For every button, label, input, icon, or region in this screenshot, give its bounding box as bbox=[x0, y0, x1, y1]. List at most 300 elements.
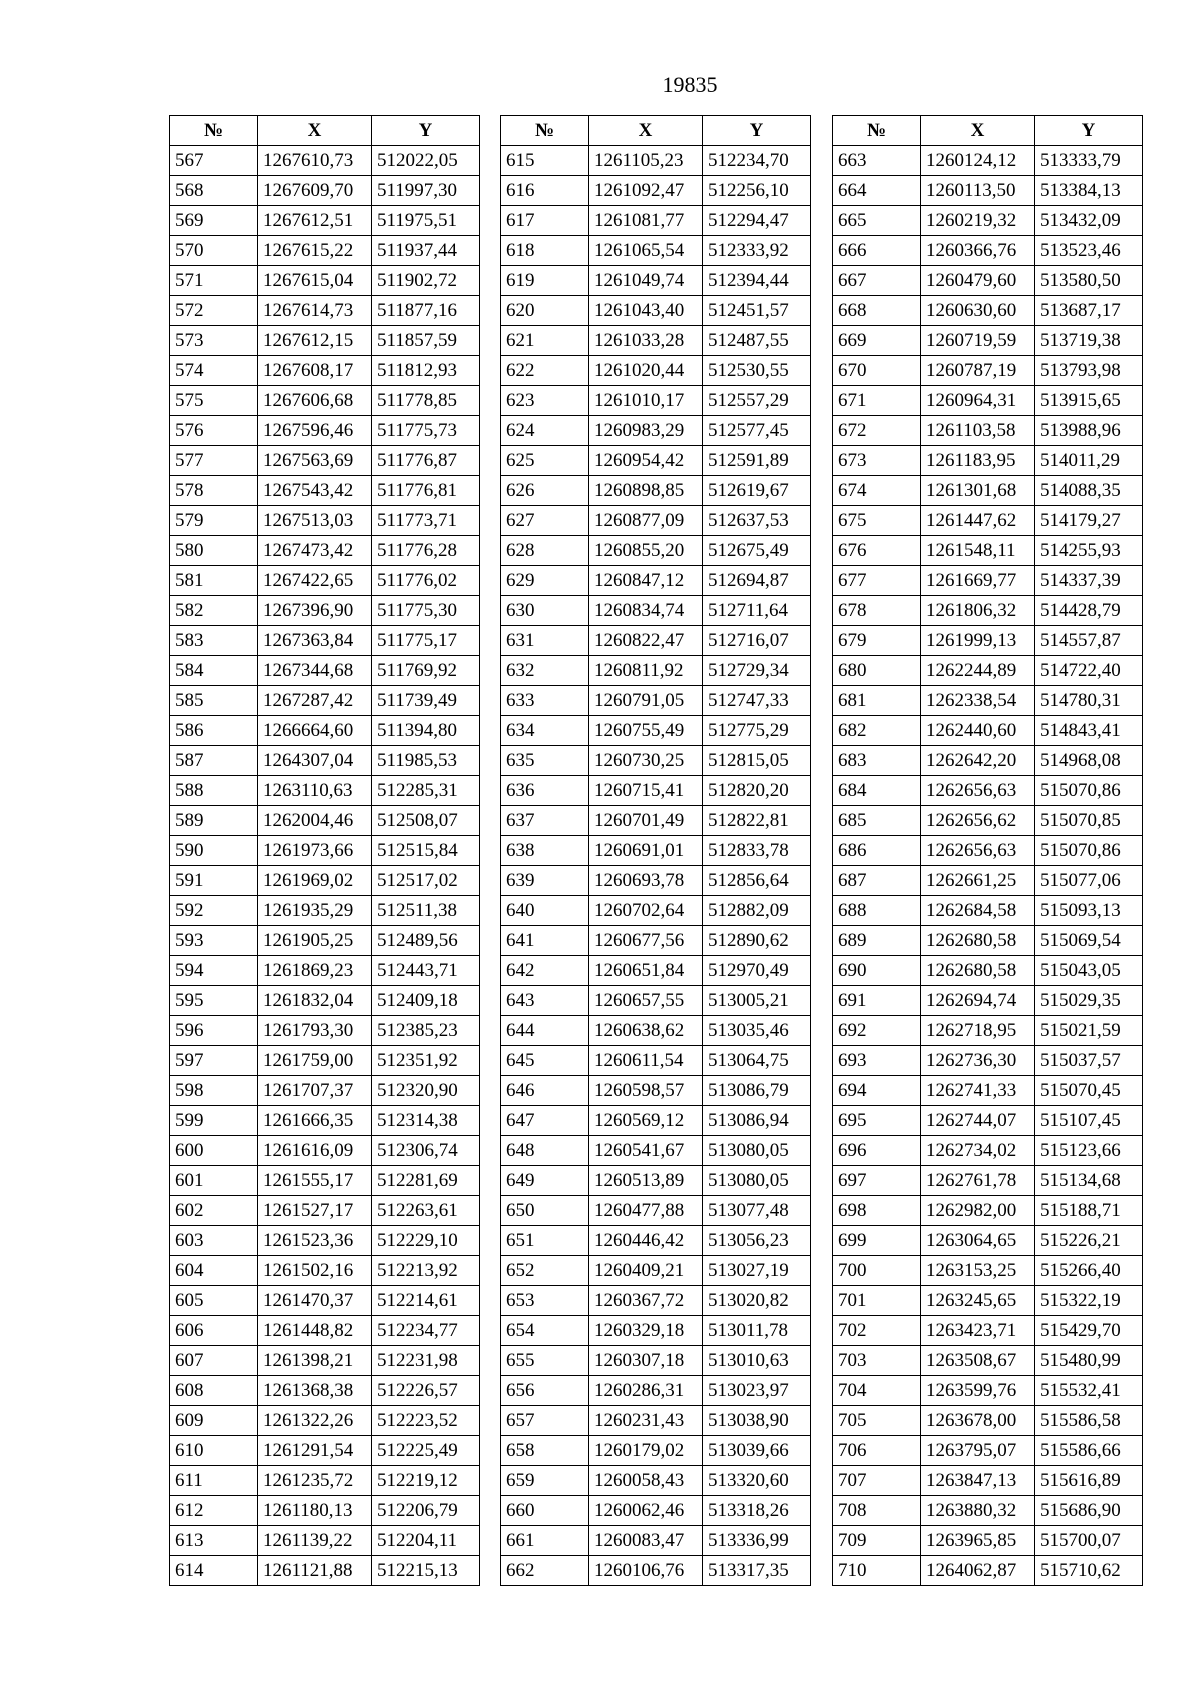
coordinates-table-2 bbox=[500, 115, 811, 1586]
cell-number: 663 bbox=[833, 146, 921, 176]
cell-number: 642 bbox=[501, 956, 589, 986]
cell-x: 1261103,58 bbox=[921, 416, 1035, 446]
cell-x: 1261759,00 bbox=[258, 1046, 372, 1076]
table-row bbox=[501, 536, 811, 566]
cell-y: 512451,57 bbox=[703, 296, 811, 326]
cell-x: 1261291,54 bbox=[258, 1436, 372, 1466]
table-row bbox=[170, 1256, 480, 1286]
table-row bbox=[501, 806, 811, 836]
cell-y: 512619,67 bbox=[703, 476, 811, 506]
cell-y: 514843,41 bbox=[1035, 716, 1143, 746]
cell-y: 512820,20 bbox=[703, 776, 811, 806]
cell-number: 695 bbox=[833, 1106, 921, 1136]
cell-y: 512320,90 bbox=[372, 1076, 480, 1106]
cell-y: 515616,89 bbox=[1035, 1466, 1143, 1496]
cell-y: 515093,13 bbox=[1035, 896, 1143, 926]
cell-number: 672 bbox=[833, 416, 921, 446]
cell-y: 512229,10 bbox=[372, 1226, 480, 1256]
cell-x: 1263678,00 bbox=[921, 1406, 1035, 1436]
cell-y: 512226,57 bbox=[372, 1376, 480, 1406]
cell-y: 512314,38 bbox=[372, 1106, 480, 1136]
cell-y: 512890,62 bbox=[703, 926, 811, 956]
cell-y: 512394,44 bbox=[703, 266, 811, 296]
table-row bbox=[833, 1106, 1143, 1136]
cell-number: 583 bbox=[170, 626, 258, 656]
cell-x: 1262642,20 bbox=[921, 746, 1035, 776]
cell-y: 511775,17 bbox=[372, 626, 480, 656]
cell-number: 643 bbox=[501, 986, 589, 1016]
cell-y: 515700,07 bbox=[1035, 1526, 1143, 1556]
cell-number: 705 bbox=[833, 1406, 921, 1436]
cell-number: 702 bbox=[833, 1316, 921, 1346]
cell-number: 639 bbox=[501, 866, 589, 896]
table-row bbox=[170, 896, 480, 926]
cell-number: 659 bbox=[501, 1466, 589, 1496]
table-row bbox=[833, 1016, 1143, 1046]
cell-number: 640 bbox=[501, 896, 589, 926]
header-x: X bbox=[921, 116, 1035, 146]
cell-x: 1261448,82 bbox=[258, 1316, 372, 1346]
cell-y: 513023,97 bbox=[703, 1376, 811, 1406]
cell-y: 512517,02 bbox=[372, 866, 480, 896]
cell-x: 1262656,63 bbox=[921, 776, 1035, 806]
cell-number: 652 bbox=[501, 1256, 589, 1286]
cell-x: 1262744,07 bbox=[921, 1106, 1035, 1136]
cell-y: 511776,28 bbox=[372, 536, 480, 566]
cell-y: 513080,05 bbox=[703, 1166, 811, 1196]
cell-y: 512223,52 bbox=[372, 1406, 480, 1436]
cell-x: 1267610,73 bbox=[258, 146, 372, 176]
cell-number: 626 bbox=[501, 476, 589, 506]
cell-y: 511773,71 bbox=[372, 506, 480, 536]
table-row bbox=[833, 1256, 1143, 1286]
cell-number: 707 bbox=[833, 1466, 921, 1496]
cell-number: 698 bbox=[833, 1196, 921, 1226]
table-row bbox=[501, 176, 811, 206]
cell-x: 1260701,49 bbox=[589, 806, 703, 836]
header-y: Y bbox=[703, 116, 811, 146]
cell-x: 1260855,20 bbox=[589, 536, 703, 566]
cell-number: 686 bbox=[833, 836, 921, 866]
cell-y: 512215,13 bbox=[372, 1556, 480, 1586]
cell-number: 595 bbox=[170, 986, 258, 1016]
coordinates-table-1 bbox=[169, 115, 480, 1586]
table-row bbox=[501, 326, 811, 356]
cell-x: 1261707,37 bbox=[258, 1076, 372, 1106]
cell-number: 625 bbox=[501, 446, 589, 476]
cell-number: 586 bbox=[170, 716, 258, 746]
table-row bbox=[833, 986, 1143, 1016]
cell-number: 650 bbox=[501, 1196, 589, 1226]
cell-x: 1260691,01 bbox=[589, 836, 703, 866]
cell-number: 703 bbox=[833, 1346, 921, 1376]
cell-y: 512204,11 bbox=[372, 1526, 480, 1556]
cell-number: 620 bbox=[501, 296, 589, 326]
table-row bbox=[833, 716, 1143, 746]
table-row bbox=[833, 1466, 1143, 1496]
cell-y: 515429,70 bbox=[1035, 1316, 1143, 1346]
cell-number: 697 bbox=[833, 1166, 921, 1196]
cell-x: 1261092,47 bbox=[589, 176, 703, 206]
table-row bbox=[170, 1286, 480, 1316]
table-row bbox=[833, 566, 1143, 596]
cell-x: 1260541,67 bbox=[589, 1136, 703, 1166]
cell-number: 590 bbox=[170, 836, 258, 866]
table-row bbox=[833, 596, 1143, 626]
table-row bbox=[501, 506, 811, 536]
cell-y: 513011,78 bbox=[703, 1316, 811, 1346]
cell-y: 511812,93 bbox=[372, 356, 480, 386]
table-row bbox=[833, 866, 1143, 896]
cell-number: 606 bbox=[170, 1316, 258, 1346]
table-row bbox=[170, 296, 480, 326]
cell-x: 1260611,54 bbox=[589, 1046, 703, 1076]
table-row bbox=[833, 1496, 1143, 1526]
cell-y: 512256,10 bbox=[703, 176, 811, 206]
cell-x: 1261523,36 bbox=[258, 1226, 372, 1256]
cell-y: 513064,75 bbox=[703, 1046, 811, 1076]
cell-number: 676 bbox=[833, 536, 921, 566]
table-row bbox=[170, 1316, 480, 1346]
cell-number: 578 bbox=[170, 476, 258, 506]
cell-x: 1260219,32 bbox=[921, 206, 1035, 236]
coordinates-table-3 bbox=[832, 115, 1143, 1586]
cell-y: 515021,59 bbox=[1035, 1016, 1143, 1046]
cell-number: 615 bbox=[501, 146, 589, 176]
cell-x: 1267563,69 bbox=[258, 446, 372, 476]
cell-y: 515107,45 bbox=[1035, 1106, 1143, 1136]
cell-x: 1261669,77 bbox=[921, 566, 1035, 596]
cell-number: 613 bbox=[170, 1526, 258, 1556]
cell-y: 514968,08 bbox=[1035, 746, 1143, 776]
table-row bbox=[833, 1526, 1143, 1556]
cell-x: 1262656,62 bbox=[921, 806, 1035, 836]
cell-x: 1260598,57 bbox=[589, 1076, 703, 1106]
cell-number: 636 bbox=[501, 776, 589, 806]
cell-y: 515480,99 bbox=[1035, 1346, 1143, 1376]
cell-y: 515134,68 bbox=[1035, 1166, 1143, 1196]
cell-x: 1261121,88 bbox=[258, 1556, 372, 1586]
cell-x: 1263064,65 bbox=[921, 1226, 1035, 1256]
cell-number: 623 bbox=[501, 386, 589, 416]
cell-x: 1262736,30 bbox=[921, 1046, 1035, 1076]
cell-number: 576 bbox=[170, 416, 258, 446]
cell-y: 512489,56 bbox=[372, 926, 480, 956]
cell-x: 1260409,21 bbox=[589, 1256, 703, 1286]
table-row bbox=[170, 776, 480, 806]
table-row bbox=[501, 926, 811, 956]
cell-number: 654 bbox=[501, 1316, 589, 1346]
cell-number: 608 bbox=[170, 1376, 258, 1406]
table-row bbox=[501, 356, 811, 386]
cell-number: 699 bbox=[833, 1226, 921, 1256]
cell-y: 515069,54 bbox=[1035, 926, 1143, 956]
cell-y: 515043,05 bbox=[1035, 956, 1143, 986]
cell-x: 1262004,46 bbox=[258, 806, 372, 836]
cell-number: 671 bbox=[833, 386, 921, 416]
cell-y: 512333,92 bbox=[703, 236, 811, 266]
table-row bbox=[833, 956, 1143, 986]
cell-number: 574 bbox=[170, 356, 258, 386]
cell-y: 514011,29 bbox=[1035, 446, 1143, 476]
table-row bbox=[501, 1226, 811, 1256]
cell-x: 1263599,76 bbox=[921, 1376, 1035, 1406]
cell-number: 569 bbox=[170, 206, 258, 236]
table-row bbox=[501, 1496, 811, 1526]
cell-x: 1261555,17 bbox=[258, 1166, 372, 1196]
cell-y: 512219,12 bbox=[372, 1466, 480, 1496]
cell-number: 571 bbox=[170, 266, 258, 296]
cell-y: 512716,07 bbox=[703, 626, 811, 656]
cell-number: 688 bbox=[833, 896, 921, 926]
table-row bbox=[833, 206, 1143, 236]
cell-x: 1260964,31 bbox=[921, 386, 1035, 416]
cell-x: 1267287,42 bbox=[258, 686, 372, 716]
cell-number: 632 bbox=[501, 656, 589, 686]
cell-y: 514722,40 bbox=[1035, 656, 1143, 686]
cell-y: 513333,79 bbox=[1035, 146, 1143, 176]
cell-number: 666 bbox=[833, 236, 921, 266]
cell-number: 647 bbox=[501, 1106, 589, 1136]
cell-y: 515532,41 bbox=[1035, 1376, 1143, 1406]
cell-x: 1261969,02 bbox=[258, 866, 372, 896]
cell-y: 512557,29 bbox=[703, 386, 811, 416]
table-row bbox=[170, 1526, 480, 1556]
cell-number: 630 bbox=[501, 596, 589, 626]
cell-x: 1261139,22 bbox=[258, 1526, 372, 1556]
cell-number: 584 bbox=[170, 656, 258, 686]
cell-x: 1260791,05 bbox=[589, 686, 703, 716]
table-row bbox=[170, 146, 480, 176]
cell-x: 1260124,12 bbox=[921, 146, 1035, 176]
cell-y: 513318,26 bbox=[703, 1496, 811, 1526]
cell-number: 696 bbox=[833, 1136, 921, 1166]
cell-number: 646 bbox=[501, 1076, 589, 1106]
table-row bbox=[170, 1226, 480, 1256]
cell-y: 512409,18 bbox=[372, 986, 480, 1016]
cell-y: 512443,71 bbox=[372, 956, 480, 986]
cell-y: 513086,79 bbox=[703, 1076, 811, 1106]
cell-x: 1263245,65 bbox=[921, 1286, 1035, 1316]
cell-number: 709 bbox=[833, 1526, 921, 1556]
table-row bbox=[501, 836, 811, 866]
table-row bbox=[170, 626, 480, 656]
table-row bbox=[833, 446, 1143, 476]
table-row bbox=[170, 1436, 480, 1466]
cell-number: 598 bbox=[170, 1076, 258, 1106]
cell-x: 1261548,11 bbox=[921, 536, 1035, 566]
table-row bbox=[501, 1166, 811, 1196]
cell-y: 513035,46 bbox=[703, 1016, 811, 1046]
table-row bbox=[170, 716, 480, 746]
cell-x: 1262338,54 bbox=[921, 686, 1035, 716]
cell-x: 1262684,58 bbox=[921, 896, 1035, 926]
cell-number: 673 bbox=[833, 446, 921, 476]
table-row bbox=[501, 1106, 811, 1136]
cell-x: 1261049,74 bbox=[589, 266, 703, 296]
cell-y: 512385,23 bbox=[372, 1016, 480, 1046]
table-row bbox=[170, 926, 480, 956]
cell-number: 591 bbox=[170, 866, 258, 896]
cell-x: 1261869,23 bbox=[258, 956, 372, 986]
cell-y: 511975,51 bbox=[372, 206, 480, 236]
table-row bbox=[501, 1256, 811, 1286]
cell-x: 1267612,15 bbox=[258, 326, 372, 356]
cell-x: 1261973,66 bbox=[258, 836, 372, 866]
cell-number: 567 bbox=[170, 146, 258, 176]
cell-x: 1267513,03 bbox=[258, 506, 372, 536]
cell-x: 1263880,32 bbox=[921, 1496, 1035, 1526]
header-x: X bbox=[589, 116, 703, 146]
cell-number: 670 bbox=[833, 356, 921, 386]
cell-x: 1261527,17 bbox=[258, 1196, 372, 1226]
cell-x: 1261666,35 bbox=[258, 1106, 372, 1136]
cell-number: 581 bbox=[170, 566, 258, 596]
cell-y: 512214,61 bbox=[372, 1286, 480, 1316]
cell-x: 1261368,38 bbox=[258, 1376, 372, 1406]
cell-y: 512815,05 bbox=[703, 746, 811, 776]
table-row bbox=[833, 776, 1143, 806]
cell-y: 513027,19 bbox=[703, 1256, 811, 1286]
cell-x: 1260755,49 bbox=[589, 716, 703, 746]
cell-x: 1262718,95 bbox=[921, 1016, 1035, 1046]
cell-y: 513039,66 bbox=[703, 1436, 811, 1466]
cell-x: 1260058,43 bbox=[589, 1466, 703, 1496]
cell-number: 597 bbox=[170, 1046, 258, 1076]
cell-x: 1261905,25 bbox=[258, 926, 372, 956]
cell-x: 1262734,02 bbox=[921, 1136, 1035, 1166]
table-row bbox=[170, 1406, 480, 1436]
cell-number: 637 bbox=[501, 806, 589, 836]
table-row bbox=[501, 206, 811, 236]
cell-number: 617 bbox=[501, 206, 589, 236]
table-row bbox=[833, 1196, 1143, 1226]
header-y: Y bbox=[1035, 116, 1143, 146]
cell-y: 512822,81 bbox=[703, 806, 811, 836]
cell-x: 1260062,46 bbox=[589, 1496, 703, 1526]
cell-number: 628 bbox=[501, 536, 589, 566]
table-row bbox=[170, 416, 480, 446]
table-row bbox=[170, 566, 480, 596]
cell-y: 515710,62 bbox=[1035, 1556, 1143, 1586]
cell-number: 644 bbox=[501, 1016, 589, 1046]
cell-y: 511937,44 bbox=[372, 236, 480, 266]
cell-y: 511985,53 bbox=[372, 746, 480, 776]
cell-x: 1263423,71 bbox=[921, 1316, 1035, 1346]
cell-number: 667 bbox=[833, 266, 921, 296]
cell-y: 512487,55 bbox=[703, 326, 811, 356]
cell-x: 1260898,85 bbox=[589, 476, 703, 506]
cell-x: 1260569,12 bbox=[589, 1106, 703, 1136]
cell-y: 513056,23 bbox=[703, 1226, 811, 1256]
cell-number: 693 bbox=[833, 1046, 921, 1076]
table-row bbox=[501, 296, 811, 326]
table-row bbox=[833, 626, 1143, 656]
table-row bbox=[170, 536, 480, 566]
cell-x: 1260811,92 bbox=[589, 656, 703, 686]
cell-x: 1262440,60 bbox=[921, 716, 1035, 746]
table-row bbox=[501, 476, 811, 506]
table-row bbox=[170, 1466, 480, 1496]
cell-x: 1261832,04 bbox=[258, 986, 372, 1016]
cell-number: 604 bbox=[170, 1256, 258, 1286]
cell-number: 585 bbox=[170, 686, 258, 716]
table-row bbox=[170, 1046, 480, 1076]
cell-x: 1263795,07 bbox=[921, 1436, 1035, 1466]
cell-y: 515037,57 bbox=[1035, 1046, 1143, 1076]
table-row bbox=[501, 1346, 811, 1376]
cell-x: 1260513,89 bbox=[589, 1166, 703, 1196]
table-row bbox=[501, 776, 811, 806]
cell-x: 1267344,68 bbox=[258, 656, 372, 686]
cell-number: 694 bbox=[833, 1076, 921, 1106]
cell-number: 588 bbox=[170, 776, 258, 806]
cell-x: 1261010,17 bbox=[589, 386, 703, 416]
cell-x: 1260179,02 bbox=[589, 1436, 703, 1466]
cell-y: 514557,87 bbox=[1035, 626, 1143, 656]
cell-y: 515226,21 bbox=[1035, 1226, 1143, 1256]
table-row bbox=[170, 1196, 480, 1226]
cell-y: 515070,86 bbox=[1035, 776, 1143, 806]
cell-number: 689 bbox=[833, 926, 921, 956]
table-row bbox=[501, 1076, 811, 1106]
cell-x: 1260307,18 bbox=[589, 1346, 703, 1376]
cell-x: 1263153,25 bbox=[921, 1256, 1035, 1286]
cell-y: 512263,61 bbox=[372, 1196, 480, 1226]
cell-y: 512285,31 bbox=[372, 776, 480, 806]
cell-number: 635 bbox=[501, 746, 589, 776]
cell-y: 514179,27 bbox=[1035, 506, 1143, 536]
cell-x: 1263110,63 bbox=[258, 776, 372, 806]
table-row bbox=[501, 236, 811, 266]
cell-number: 593 bbox=[170, 926, 258, 956]
cell-x: 1260657,55 bbox=[589, 986, 703, 1016]
cell-number: 570 bbox=[170, 236, 258, 266]
cell-x: 1261935,29 bbox=[258, 896, 372, 926]
cell-x: 1260446,42 bbox=[589, 1226, 703, 1256]
cell-x: 1261322,26 bbox=[258, 1406, 372, 1436]
cell-number: 627 bbox=[501, 506, 589, 536]
table-row bbox=[501, 1466, 811, 1496]
cell-y: 512577,45 bbox=[703, 416, 811, 446]
cell-y: 512856,64 bbox=[703, 866, 811, 896]
table-row bbox=[170, 326, 480, 356]
cell-number: 599 bbox=[170, 1106, 258, 1136]
cell-x: 1263965,85 bbox=[921, 1526, 1035, 1556]
table-row bbox=[833, 266, 1143, 296]
table-row bbox=[170, 1016, 480, 1046]
header-y: Y bbox=[372, 116, 480, 146]
cell-number: 609 bbox=[170, 1406, 258, 1436]
table-row bbox=[501, 266, 811, 296]
cell-x: 1261081,77 bbox=[589, 206, 703, 236]
cell-number: 634 bbox=[501, 716, 589, 746]
cell-y: 511776,81 bbox=[372, 476, 480, 506]
cell-number: 678 bbox=[833, 596, 921, 626]
cell-x: 1267609,70 bbox=[258, 176, 372, 206]
table-row bbox=[170, 1346, 480, 1376]
cell-x: 1264307,04 bbox=[258, 746, 372, 776]
table-row bbox=[833, 1556, 1143, 1586]
table-row bbox=[833, 1406, 1143, 1436]
cell-x: 1267615,04 bbox=[258, 266, 372, 296]
table-row bbox=[833, 1226, 1143, 1256]
cell-y: 513915,65 bbox=[1035, 386, 1143, 416]
cell-x: 1260630,60 bbox=[921, 296, 1035, 326]
table-row bbox=[501, 896, 811, 926]
cell-x: 1267543,42 bbox=[258, 476, 372, 506]
cell-x: 1262741,33 bbox=[921, 1076, 1035, 1106]
